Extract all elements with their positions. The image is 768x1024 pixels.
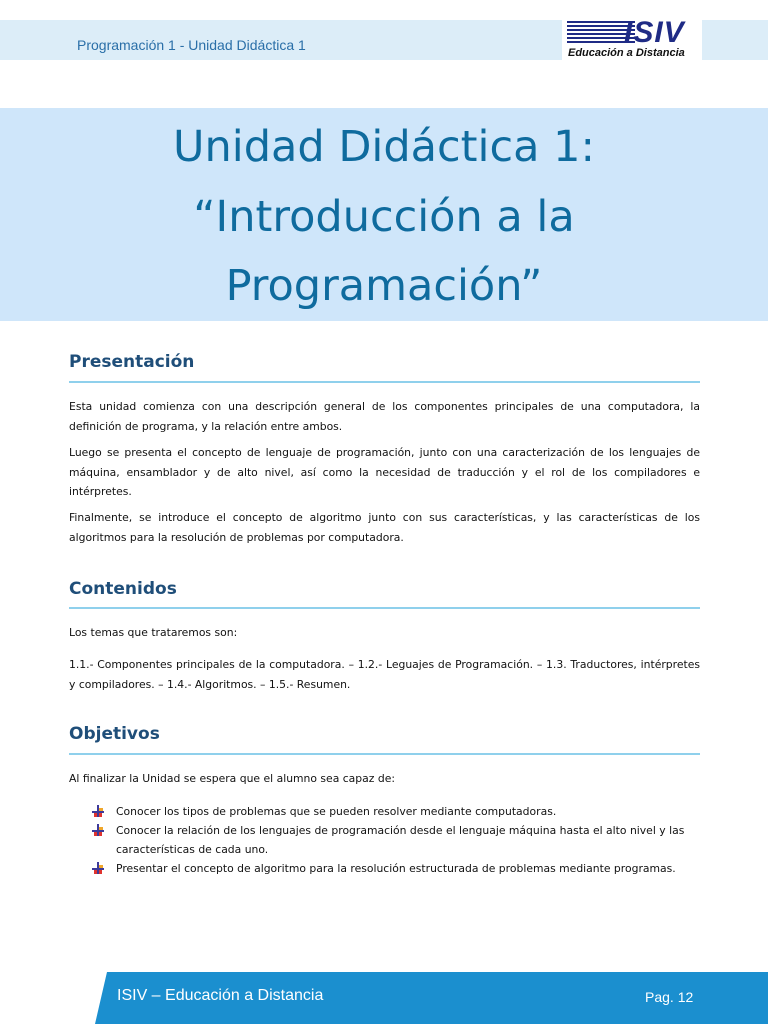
heading-contenidos: Contenidos xyxy=(69,579,177,599)
objetivos-list xyxy=(91,802,703,878)
presentacion-paragraph-2: Luego se presenta el concepto de lenguaje de programación, junto con una caracterización de los lenguajes de máquina, ensamblador y de alto nivel, así como la necesidad de traducción y el rol de los compiladores e intérpretes. xyxy=(69,446,700,498)
objetivo-text: Conocer los tipos de problemas que se pueden resolver mediante computadoras. xyxy=(116,805,557,818)
list-item xyxy=(91,821,703,859)
title-banner xyxy=(0,108,768,321)
logo-subtitle: Educación a Distancia xyxy=(568,47,685,59)
logo-wordmark: ISIV xyxy=(624,16,685,49)
isiv-logo xyxy=(562,18,702,62)
presentacion-paragraph-1: Esta unidad comienza con una descripción general de los componentes principales de una computadora, la definición de programa, y la relación entre ambos. xyxy=(69,400,700,433)
contenidos-topics: 1.1.- Componentes principales de la computadora. – 1.2.- Leguajes de Programación. – 1.3. Traductores, intérpretes y compiladores. – 1.4.- Algoritmos. – 1.5.- Resumen. xyxy=(69,658,700,691)
banner-title-line-3: Programación” xyxy=(225,261,543,311)
heading-objetivos: Objetivos xyxy=(69,724,160,744)
contenidos-intro: Los temas que trataremos son: xyxy=(69,626,238,639)
bullet-icon xyxy=(92,805,104,817)
objetivo-text: Presentar el concepto de algoritmo para la resolución estructurada de problemas mediante programas. xyxy=(116,862,676,875)
presentacion-paragraph-3: Finalmente, se introduce el concepto de algoritmo junto con sus características, y las características de los algoritmos para la resolución de problemas por computadora. xyxy=(69,511,700,544)
objetivo-text: Conocer la relación de los lenguajes de programación desde el lenguaje máquina hasta el alto nivel y las características de cada uno. xyxy=(116,824,685,856)
bullet-icon xyxy=(92,862,104,874)
document-header-title: Programación 1 - Unidad Didáctica 1 xyxy=(77,37,306,53)
list-item xyxy=(91,802,703,821)
page-number: Pag. 12 xyxy=(645,989,694,1005)
objetivos-intro: Al finalizar la Unidad se espera que el alumno sea capaz de: xyxy=(69,772,396,785)
divider-contenidos xyxy=(69,607,700,609)
list-item xyxy=(91,859,703,878)
divider-objetivos xyxy=(69,753,700,755)
divider-presentacion xyxy=(69,381,700,383)
banner-title-line-2: “Introducción a la xyxy=(193,192,575,242)
bullet-icon xyxy=(92,824,104,836)
banner-title-line-1: Unidad Didáctica 1: xyxy=(173,122,595,172)
heading-presentacion: Presentación xyxy=(69,352,195,372)
page-footer xyxy=(0,972,768,1024)
footer-institution: ISIV – Educación a Distancia xyxy=(117,987,324,1004)
